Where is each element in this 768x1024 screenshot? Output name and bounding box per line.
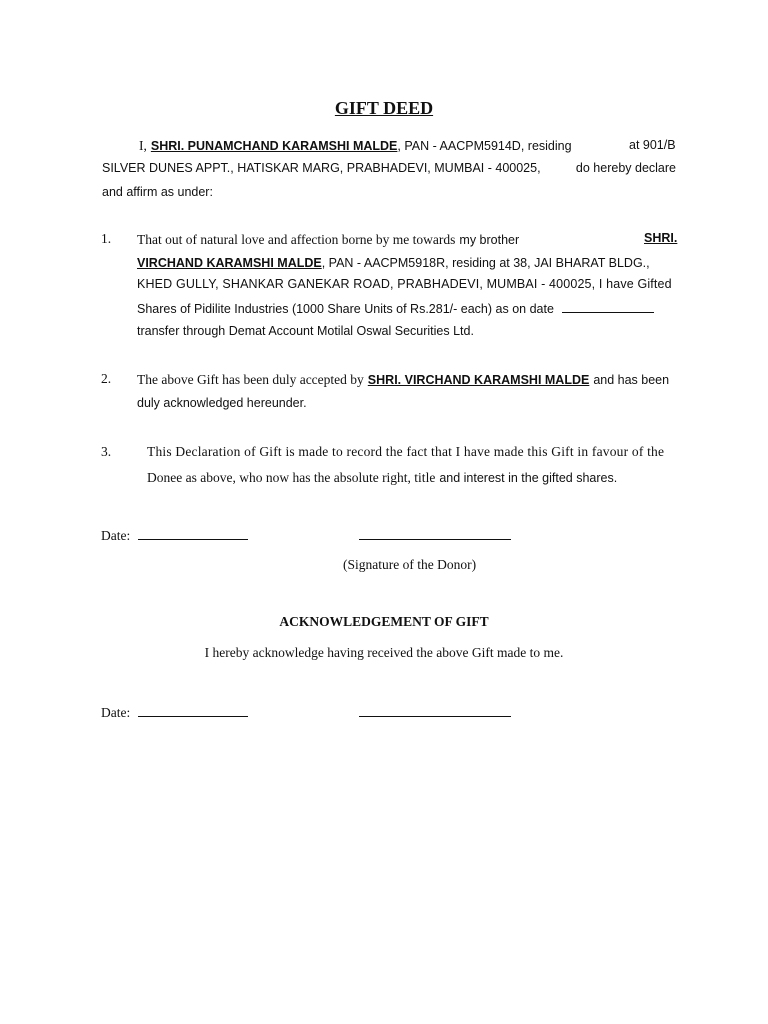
intro-declare: do hereby declare xyxy=(575,161,676,175)
intro-line-1 xyxy=(139,137,572,155)
signature-line-donor xyxy=(359,527,511,545)
intro-at-address: at 901/B xyxy=(629,138,676,152)
clause-2-line-1 xyxy=(137,371,669,389)
clause-2-line-2: duly acknowledged hereunder. xyxy=(137,396,307,410)
date-label-1: Date: xyxy=(101,528,131,543)
clause-1-line-1 xyxy=(137,231,519,249)
signature-blank-donee xyxy=(359,705,511,717)
donor-name: SHRI. PUNAMCHAND KARAMSHI MALDE xyxy=(150,139,398,153)
intro-lead: I, xyxy=(139,138,147,153)
document-title: GIFT DEED xyxy=(334,98,434,118)
clause-3-line-1: This Declaration of Gift is made to record the fact that I have made this Gift in favour of the xyxy=(147,444,665,459)
clause-1-number: 1. xyxy=(101,231,112,246)
intro-line-3: and affirm as under: xyxy=(102,185,213,199)
clause-1-text-serif: That out of natural love and affection borne by me towards xyxy=(137,232,456,247)
clause-2-lead: The above Gift has been duly accepted by xyxy=(137,372,364,387)
signature-caption: (Signature of the Donor) xyxy=(343,557,477,572)
date-row-1 xyxy=(101,527,248,545)
clause-1-line-5: transfer through Demat Account Motilal Oswal Securities Ltd. xyxy=(137,324,474,338)
clause-1-brother: my brother xyxy=(459,233,520,247)
donee-name: VIRCHAND KARAMSHI MALDE xyxy=(137,256,322,270)
signature-blank-donor xyxy=(359,528,511,540)
clause-2-number: 2. xyxy=(101,371,112,386)
clause-1-shares-text: Shares of Pidilite Industries (1000 Share Units of Rs.281/- each) as on date xyxy=(137,302,554,316)
clause-1-line-4 xyxy=(137,300,654,318)
clause-1-line-3: KHED GULLY, SHANKAR GANEKAR ROAD, PRABHADEVI, MUMBAI - 400025, I have Gifted xyxy=(137,277,672,291)
clause-3-number: 3. xyxy=(101,444,112,459)
intro-pan-residing: , PAN - AACPM5914D, residing xyxy=(397,139,572,153)
date-label-2: Date: xyxy=(101,705,131,720)
intro-address: SILVER DUNES APPT., HATISKAR MARG, PRABHADEVI, MUMBAI - 400025, xyxy=(102,161,541,175)
date-blank xyxy=(562,301,654,313)
clause-1-shri: SHRI. xyxy=(644,231,678,245)
signature-line-donee xyxy=(359,704,511,722)
date-row-2 xyxy=(101,704,248,722)
clause-3-text-sans: and interest in the gifted shares. xyxy=(439,471,618,485)
clause-1-donee-details: , PAN - AACPM5918R, residing at 38, JAI BHARAT BLDG., xyxy=(321,256,650,270)
clause-3-line-2 xyxy=(147,469,617,487)
ack-text: I hereby acknowledge having received the above Gift made to me. xyxy=(204,645,564,660)
clause-2-donee-name: SHRI. VIRCHAND KARAMSHI MALDE xyxy=(367,373,590,387)
ack-heading: ACKNOWLEDGEMENT OF GIFT xyxy=(279,614,489,629)
date-line-2 xyxy=(138,705,248,717)
clause-3-text-serif: Donee as above, who now has the absolute right, title xyxy=(147,470,436,485)
clause-1-line-2 xyxy=(137,254,650,272)
clause-2-tail: and has been xyxy=(593,373,670,387)
intro-line-2 xyxy=(102,161,676,175)
date-line-1 xyxy=(138,528,248,540)
